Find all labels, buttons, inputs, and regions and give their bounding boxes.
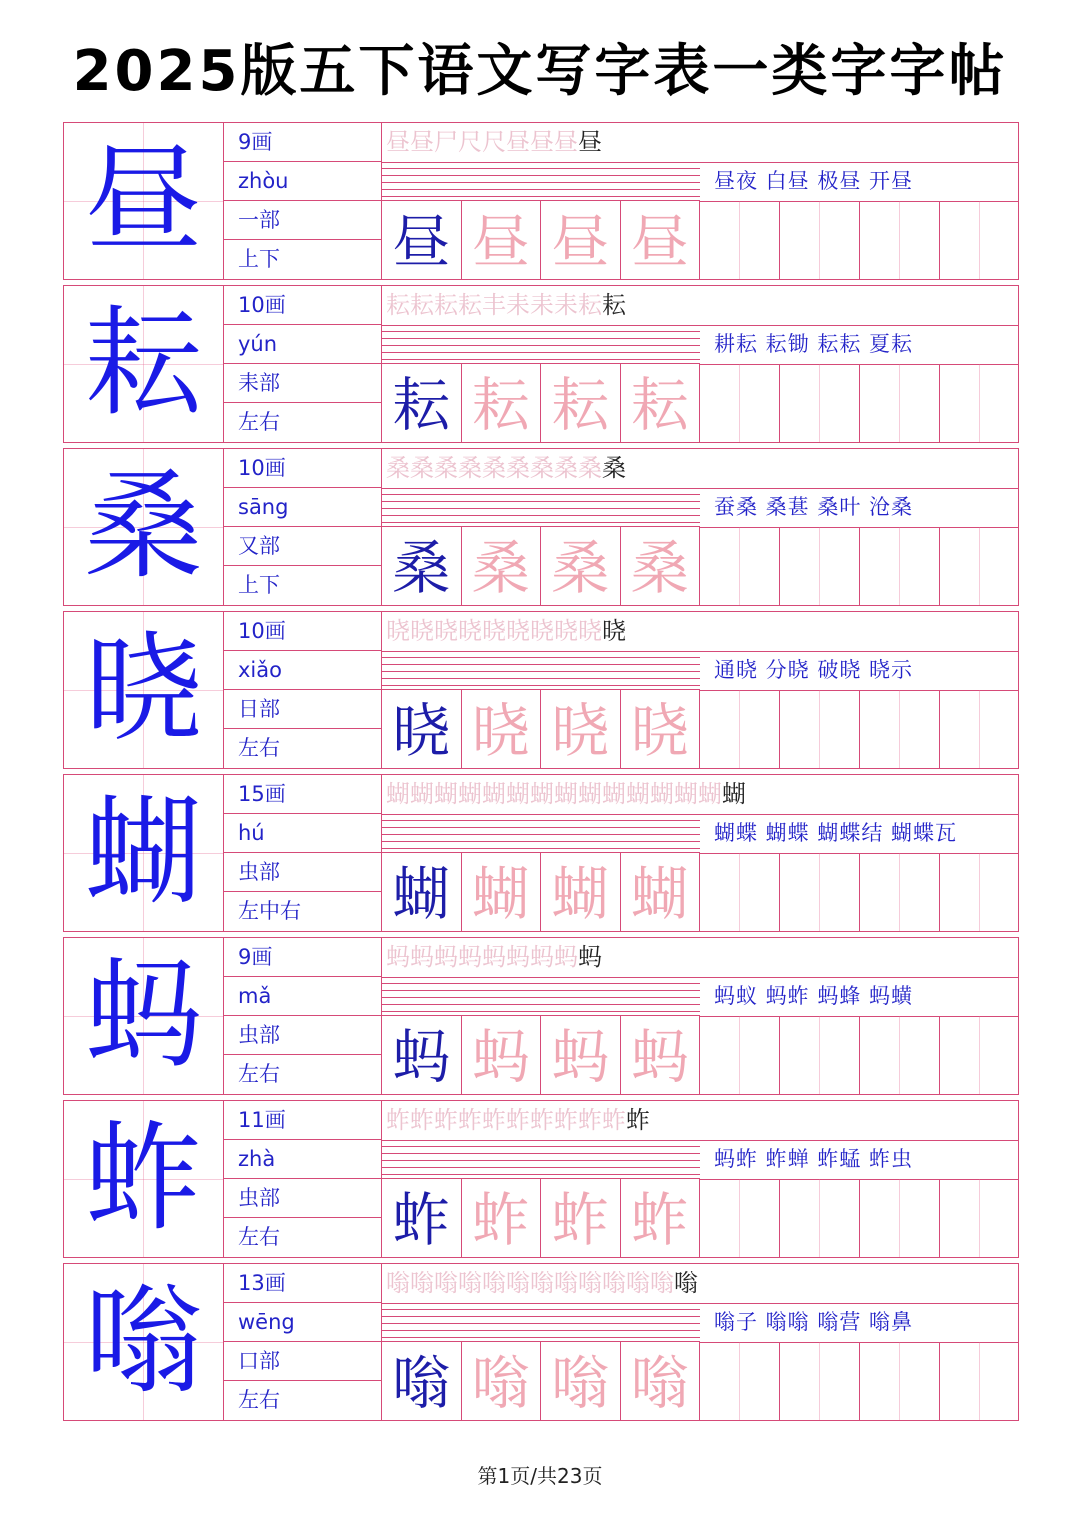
tracing-cell [621,201,701,279]
big-character-cell [64,123,224,279]
model-character: 晓 [392,697,451,765]
character-info [224,775,382,931]
character-row [63,937,1019,1095]
trace-character: 嗡 [551,1349,610,1417]
word-list: 蝴蝶 蝴蝶 蝴蝶结 蝴蝶瓦 [700,814,1018,854]
tracing-cell [541,527,621,605]
stroke-order [382,775,1018,815]
stroke-count: 9画 [224,938,381,977]
big-character: 耘 [84,294,203,432]
model-character: 昼 [392,208,451,276]
character-info [224,938,382,1094]
structure: 上下 [238,573,280,597]
big-character: 蚱 [84,1109,203,1247]
tracing-cell [621,1179,701,1257]
trace-character: 蚂 [471,1023,530,1091]
stroke-order-final: 蝴 [722,780,746,808]
tracing-grid [382,1179,700,1257]
radical: 又部 [224,527,381,566]
character-info [224,123,382,279]
model-character: 蝴 [392,860,451,928]
tracing-grid [382,527,700,605]
character-row [63,1100,1019,1258]
tracing-cell [621,690,701,768]
practice-area [382,123,1018,279]
model-character: 嗡 [392,1349,451,1417]
trace-character: 嗡 [471,1349,530,1417]
tracing-grid [382,1342,700,1420]
tracing-cell [382,364,462,442]
stroke-order-steps: 蝴蝴蝴蝴蝴蝴蝴蝴蝴蝴蝴蝴蝴蝴 [386,780,722,808]
trace-character: 晓 [471,697,530,765]
tracing-cell [621,1342,701,1420]
character-row [63,611,1019,769]
trace-character: 耘 [471,371,530,439]
big-character: 嗡 [84,1272,203,1410]
pinyin: yún [224,325,381,364]
trace-character: 蝴 [630,860,689,928]
tracing-cell [462,690,542,768]
pinyin: xiǎo [224,651,381,690]
practice-area [382,449,1018,605]
trace-character: 蚂 [630,1023,689,1091]
stroke-count: 13画 [224,1264,381,1303]
practice-area [382,286,1018,442]
stroke-count: 15画 [224,775,381,814]
character-row [63,122,1019,280]
big-character-cell [64,449,224,605]
pinyin-lines [382,488,700,527]
stroke-order-final: 晓 [602,617,626,645]
writing-grid [700,1016,1018,1094]
big-character-cell [64,938,224,1094]
trace-character: 蚱 [551,1186,610,1254]
big-character-cell [64,775,224,931]
pinyin-lines [382,1140,700,1179]
pinyin: hú [224,814,381,853]
stroke-order [382,612,1018,652]
tracing-cell [462,201,542,279]
stroke-order-steps: 耘耘耘耘丰耒耒耒耘 [386,291,602,319]
stroke-order-steps: 昼昼尸尺尺昼昼昼 [386,128,578,156]
stroke-order [382,449,1018,489]
pinyin-lines [382,162,700,201]
big-character: 蝴 [84,783,203,921]
trace-character: 嗡 [630,1349,689,1417]
stroke-order-final: 昼 [578,128,602,156]
tracing-cell [462,853,542,931]
radical: 耒部 [224,364,381,403]
character-info [224,1101,382,1257]
tracing-cell [541,1179,621,1257]
writing-grid [700,364,1018,442]
word-list: 蚂蚁 蚂蚱 蚂蜂 蚂蟥 [700,977,1018,1017]
model-character: 桑 [392,534,451,602]
tracing-cell [462,364,542,442]
big-character: 昼 [84,131,203,269]
tracing-cell [621,853,701,931]
word-list: 通晓 分晓 破晓 晓示 [700,651,1018,691]
practice-area [382,775,1018,931]
stroke-order [382,938,1018,978]
tracing-grid [382,1016,700,1094]
character-row [63,1263,1019,1421]
trace-character: 蚱 [471,1186,530,1254]
structure: 左中右 [238,899,301,923]
stroke-order-final: 耘 [602,291,626,319]
tracing-grid [382,201,700,279]
character-row [63,285,1019,443]
structure: 上下 [238,247,280,271]
tracing-cell [621,364,701,442]
big-character: 蚂 [84,946,203,1084]
stroke-count: 10画 [224,612,381,651]
pinyin-lines [382,1303,700,1342]
writing-grid [700,1179,1018,1257]
writing-grid [700,690,1018,768]
word-list: 蚕桑 桑葚 桑叶 沧桑 [700,488,1018,528]
tracing-cell [382,1342,462,1420]
model-character: 耘 [392,371,451,439]
radical: 虫部 [224,1016,381,1055]
writing-grid [700,853,1018,931]
word-list: 蚂蚱 蚱蝉 蚱蜢 蚱虫 [700,1140,1018,1180]
pinyin: wēng [224,1303,381,1342]
structure: 左右 [238,1388,280,1412]
big-character: 桑 [84,457,203,595]
tracing-cell [541,1016,621,1094]
big-character-cell [64,1264,224,1420]
writing-grid [700,201,1018,279]
pinyin: zhà [224,1140,381,1179]
trace-character: 桑 [630,534,689,602]
stroke-count: 10画 [224,449,381,488]
character-sheet [63,122,1019,1426]
stroke-order [382,1264,1018,1304]
pinyin: mǎ [224,977,381,1016]
character-info [224,1264,382,1420]
tracing-cell [462,1016,542,1094]
stroke-order [382,1101,1018,1141]
tracing-cell [462,527,542,605]
character-info [224,612,382,768]
stroke-order-final: 桑 [602,454,626,482]
trace-character: 桑 [551,534,610,602]
radical: 日部 [224,690,381,729]
tracing-cell [541,690,621,768]
pinyin-lines [382,814,700,853]
trace-character: 耘 [630,371,689,439]
tracing-grid [382,690,700,768]
tracing-cell [382,690,462,768]
model-character: 蚂 [392,1023,451,1091]
pinyin-lines [382,977,700,1016]
tracing-cell [541,364,621,442]
trace-character: 耘 [551,371,610,439]
tracing-cell [541,1342,621,1420]
character-info [224,286,382,442]
character-row [63,774,1019,932]
pinyin-lines [382,651,700,690]
character-row [63,448,1019,606]
trace-character: 蚂 [551,1023,610,1091]
stroke-count: 11画 [224,1101,381,1140]
stroke-order-final: 蚱 [626,1106,650,1134]
pinyin-lines [382,325,700,364]
trace-character: 晓 [630,697,689,765]
tracing-cell [382,527,462,605]
radical: 一部 [224,201,381,240]
radical: 口部 [224,1342,381,1381]
big-character-cell [64,1101,224,1257]
trace-character: 蝴 [551,860,610,928]
stroke-order-final: 嗡 [674,1269,698,1297]
stroke-order-final: 蚂 [578,943,602,971]
practice-area [382,1101,1018,1257]
trace-character: 昼 [471,208,530,276]
big-character-cell [64,286,224,442]
tracing-cell [382,853,462,931]
pinyin: sāng [224,488,381,527]
stroke-count: 10画 [224,286,381,325]
tracing-cell [382,201,462,279]
tracing-grid [382,364,700,442]
trace-character: 蚱 [630,1186,689,1254]
model-character: 蚱 [392,1186,451,1254]
word-list: 耕耘 耘锄 耘耘 夏耘 [700,325,1018,365]
structure: 左右 [238,1062,280,1086]
character-info [224,449,382,605]
structure: 左右 [238,736,280,760]
tracing-cell [382,1016,462,1094]
stroke-order-steps: 蚂蚂蚂蚂蚂蚂蚂蚂 [386,943,578,971]
tracing-cell [621,1016,701,1094]
stroke-order-steps: 桑桑桑桑桑桑桑桑桑 [386,454,602,482]
trace-character: 昼 [551,208,610,276]
big-character-cell [64,612,224,768]
trace-character: 晓 [551,697,610,765]
stroke-order-steps: 嗡嗡嗡嗡嗡嗡嗡嗡嗡嗡嗡嗡 [386,1269,674,1297]
big-character: 晓 [84,620,203,758]
tracing-cell [462,1342,542,1420]
practice-area [382,938,1018,1094]
practice-area [382,612,1018,768]
trace-character: 蝴 [471,860,530,928]
tracing-cell [541,853,621,931]
structure: 左右 [238,410,280,434]
stroke-order-steps: 晓晓晓晓晓晓晓晓晓 [386,617,602,645]
stroke-order-steps: 蚱蚱蚱蚱蚱蚱蚱蚱蚱蚱 [386,1106,626,1134]
stroke-order [382,286,1018,326]
stroke-order [382,123,1018,163]
tracing-grid [382,853,700,931]
tracing-cell [621,527,701,605]
word-list: 昼夜 白昼 极昼 开昼 [700,162,1018,202]
page-title: 2025版五下语文写字表一类字字帖 [72,39,1008,104]
practice-area [382,1264,1018,1420]
radical: 虫部 [224,853,381,892]
radical: 虫部 [224,1179,381,1218]
writing-grid [700,1342,1018,1420]
writing-grid [700,527,1018,605]
tracing-cell [541,201,621,279]
stroke-count: 9画 [224,123,381,162]
word-list: 嗡子 嗡嗡 嗡营 嗡鼻 [700,1303,1018,1343]
tracing-cell [382,1179,462,1257]
tracing-cell [462,1179,542,1257]
page-number: 第1页/共23页 [477,1464,603,1488]
structure: 左右 [238,1225,280,1249]
trace-character: 桑 [471,534,530,602]
pinyin: zhòu [224,162,381,201]
trace-character: 昼 [630,208,689,276]
